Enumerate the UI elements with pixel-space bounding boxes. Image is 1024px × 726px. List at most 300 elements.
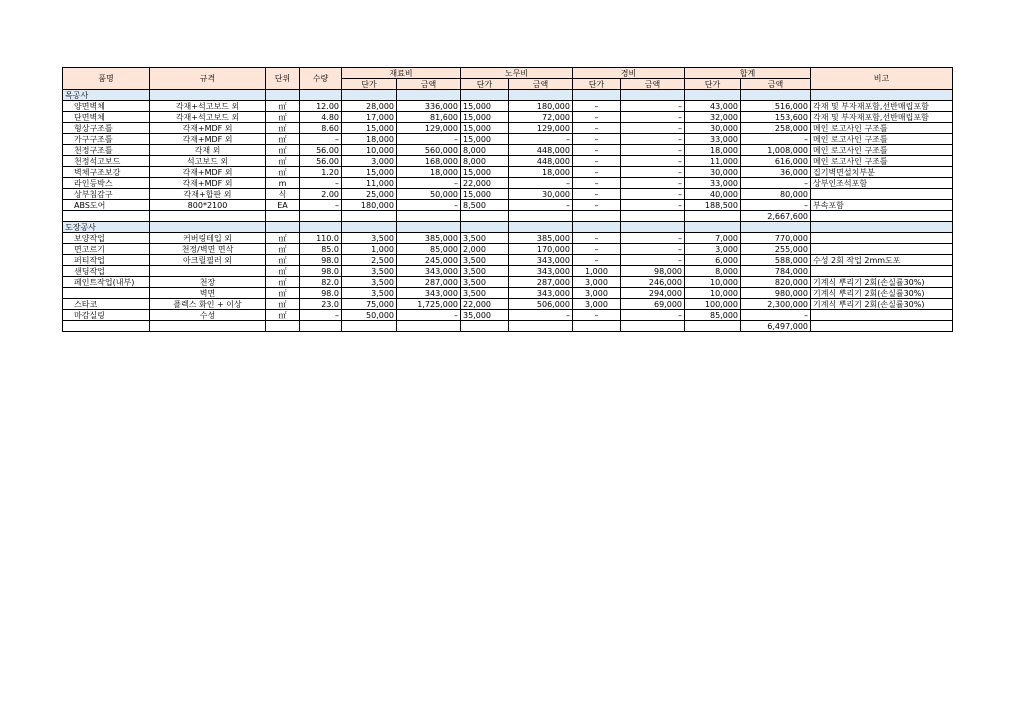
cell-expense-amount: 69,000 <box>621 299 685 310</box>
empty-cell <box>342 90 397 101</box>
cell-note: 각재 및 부자재포함,선반매립포함 <box>811 112 953 123</box>
header-material: 재료비 <box>342 68 461 79</box>
cell-material-unit-price: 2,500 <box>342 255 397 266</box>
cell-material-amount: 18,000 <box>397 167 461 178</box>
cell-material-amount: 245,000 <box>397 255 461 266</box>
cell-qty: 8.60 <box>300 123 342 134</box>
cell-expense-amount: – <box>621 145 685 156</box>
cell-labor-amount: – <box>509 134 573 145</box>
cell-item: 천정석고보드 <box>63 156 150 167</box>
cell-total-amount: 1,008,000 <box>741 145 811 156</box>
cell-total-amount: 980,000 <box>741 288 811 299</box>
cell-spec: 석고보드 외 <box>150 156 266 167</box>
empty-cell <box>461 211 509 222</box>
empty-cell <box>397 222 461 233</box>
cell-note: 메인 로고사인 구조틀 <box>811 145 953 156</box>
cell-spec: 각재+석고보드 외 <box>150 112 266 123</box>
estimate-table <box>62 67 953 332</box>
cell-expense-amount: – <box>621 178 685 189</box>
cell-material-amount: 50,000 <box>397 189 461 200</box>
cell-total-amount: 820,000 <box>741 277 811 288</box>
cell-expense-unit-price: – <box>573 233 621 244</box>
cell-unit: ㎡ <box>266 156 300 167</box>
empty-cell <box>63 321 150 332</box>
header-expense: 경비 <box>573 68 685 79</box>
empty-cell <box>621 321 685 332</box>
cell-labor-amount: 129,000 <box>509 123 573 134</box>
cell-unit: ㎡ <box>266 167 300 178</box>
cell-item: 샌딩작업 <box>63 266 150 277</box>
table-body <box>63 90 953 332</box>
cell-spec: 각재+합판 외 <box>150 189 266 200</box>
cell-unit: ㎡ <box>266 134 300 145</box>
subtotal-row <box>63 321 953 332</box>
cell-material-unit-price: 18,000 <box>342 134 397 145</box>
header-qty: 수량 <box>300 68 342 90</box>
header-labor: 노무비 <box>461 68 573 79</box>
empty-cell <box>397 211 461 222</box>
cell-material-amount: 81,600 <box>397 112 461 123</box>
cell-material-unit-price: 10,000 <box>342 145 397 156</box>
cell-material-unit-price: 3,500 <box>342 277 397 288</box>
cell-total-unit-price: 30,000 <box>685 123 741 134</box>
empty-cell <box>685 90 741 101</box>
cell-item: 퍼티작업 <box>63 255 150 266</box>
cell-expense-unit-price: 3,000 <box>573 288 621 299</box>
empty-cell <box>342 211 397 222</box>
cell-qty: 98.0 <box>300 266 342 277</box>
cell-labor-unit-price: 8,500 <box>461 200 509 211</box>
cell-total-amount: 2,300,000 <box>741 299 811 310</box>
cell-total-amount: 36,000 <box>741 167 811 178</box>
cell-spec: 천장 <box>150 277 266 288</box>
empty-cell <box>342 222 397 233</box>
empty-cell <box>811 321 953 332</box>
empty-cell <box>685 222 741 233</box>
cell-labor-unit-price: 3,500 <box>461 266 509 277</box>
cell-material-unit-price: 3,000 <box>342 156 397 167</box>
cell-material-unit-price: 3,500 <box>342 266 397 277</box>
header-total: 합계 <box>685 68 811 79</box>
table-row <box>63 134 953 145</box>
cell-material-amount: 343,000 <box>397 288 461 299</box>
empty-cell <box>811 222 953 233</box>
cell-unit: ㎡ <box>266 112 300 123</box>
section-title: 목공사 <box>63 90 150 101</box>
cell-expense-amount: – <box>621 310 685 321</box>
cell-labor-unit-price: 15,000 <box>461 101 509 112</box>
cell-total-unit-price: 85,000 <box>685 310 741 321</box>
empty-cell <box>811 90 953 101</box>
cell-spec: 각재+MDF 외 <box>150 167 266 178</box>
cell-expense-unit-price: – <box>573 244 621 255</box>
cell-unit: m <box>266 178 300 189</box>
cell-qty: 110.0 <box>300 233 342 244</box>
cell-note: 메인 로고사인 구조틀 <box>811 156 953 167</box>
empty-cell <box>621 222 685 233</box>
empty-cell <box>509 321 573 332</box>
cell-expense-amount: – <box>621 123 685 134</box>
cell-expense-unit-price: 3,000 <box>573 299 621 310</box>
cell-material-amount: 168,000 <box>397 156 461 167</box>
cell-note: 메인 로고사인 구조틀 <box>811 123 953 134</box>
cell-unit: ㎡ <box>266 288 300 299</box>
empty-cell <box>150 211 266 222</box>
cell-expense-amount: 294,000 <box>621 288 685 299</box>
cell-expense-unit-price: 1,000 <box>573 266 621 277</box>
cell-qty: 98.0 <box>300 255 342 266</box>
cell-qty: 85.0 <box>300 244 342 255</box>
cell-unit: 식 <box>266 189 300 200</box>
cell-unit: ㎡ <box>266 299 300 310</box>
cell-note: 부속포함 <box>811 200 953 211</box>
cell-labor-amount: 506,000 <box>509 299 573 310</box>
section-header-row <box>63 222 953 233</box>
cell-note: 메인 로고사인 구조틀 <box>811 134 953 145</box>
cell-total-amount: – <box>741 134 811 145</box>
cell-note: 수성 2회 작업 2mm도포 <box>811 255 953 266</box>
cell-qty: 23.0 <box>300 299 342 310</box>
header-total-amount: 금액 <box>741 79 811 90</box>
cell-qty: 98.0 <box>300 288 342 299</box>
cell-material-unit-price: 28,000 <box>342 101 397 112</box>
table-row <box>63 288 953 299</box>
empty-cell <box>573 321 621 332</box>
cell-material-amount: – <box>397 134 461 145</box>
cell-total-unit-price: 3,000 <box>685 244 741 255</box>
table-header <box>63 68 953 90</box>
cell-item: ABS도어 <box>63 200 150 211</box>
cell-total-amount: 153,600 <box>741 112 811 123</box>
cell-item: 양면벽체 <box>63 101 150 112</box>
empty-cell <box>63 211 150 222</box>
cell-labor-unit-price: 15,000 <box>461 189 509 200</box>
cell-labor-amount: 170,000 <box>509 244 573 255</box>
cell-note: 각재 및 부자재포함,선반매립포함 <box>811 101 953 112</box>
empty-cell <box>150 321 266 332</box>
cell-unit: ㎡ <box>266 255 300 266</box>
cell-item: 면고르기 <box>63 244 150 255</box>
empty-cell <box>461 321 509 332</box>
cell-expense-amount: 246,000 <box>621 277 685 288</box>
cell-note <box>811 244 953 255</box>
cell-total-unit-price: 7,000 <box>685 233 741 244</box>
cell-qty: – <box>300 310 342 321</box>
cell-labor-amount: 287,000 <box>509 277 573 288</box>
section-title: 도장공사 <box>63 222 150 233</box>
cell-labor-amount: – <box>509 178 573 189</box>
table-row <box>63 156 953 167</box>
empty-cell <box>509 90 573 101</box>
cell-spec: 각재+MDF 외 <box>150 123 266 134</box>
cell-material-amount: 560,000 <box>397 145 461 156</box>
cell-item: 보양작업 <box>63 233 150 244</box>
empty-cell <box>342 321 397 332</box>
cell-material-unit-price: 17,000 <box>342 112 397 123</box>
cell-labor-amount: 18,000 <box>509 167 573 178</box>
cell-expense-unit-price: – <box>573 101 621 112</box>
cell-labor-amount: – <box>509 200 573 211</box>
cell-total-unit-price: 10,000 <box>685 277 741 288</box>
cell-expense-unit-price: – <box>573 134 621 145</box>
cell-expense-amount: – <box>621 244 685 255</box>
empty-cell <box>397 321 461 332</box>
cell-item: 페인트작업(내부) <box>63 277 150 288</box>
empty-cell <box>573 211 621 222</box>
cell-labor-unit-price: 3,500 <box>461 277 509 288</box>
cell-expense-unit-price: – <box>573 156 621 167</box>
table-row <box>63 266 953 277</box>
empty-cell <box>685 321 741 332</box>
header-labor-unit-price: 단가 <box>461 79 509 90</box>
table-row <box>63 233 953 244</box>
cell-item: 형상구조틀 <box>63 123 150 134</box>
table-row <box>63 200 953 211</box>
cell-material-amount: 287,000 <box>397 277 461 288</box>
empty-cell <box>300 90 342 101</box>
cell-spec: 수성 <box>150 310 266 321</box>
cell-expense-unit-price: – <box>573 189 621 200</box>
cell-labor-unit-price: 22,000 <box>461 299 509 310</box>
cell-note: 집기벽면설치부분 <box>811 167 953 178</box>
cell-material-unit-price: 3,500 <box>342 288 397 299</box>
cell-spec: 각재+MDF 외 <box>150 178 266 189</box>
cell-total-unit-price: 18,000 <box>685 145 741 156</box>
cell-unit: ㎡ <box>266 310 300 321</box>
header-item: 품명 <box>63 68 150 90</box>
cell-labor-unit-price: 8,000 <box>461 156 509 167</box>
cell-labor-amount: – <box>509 310 573 321</box>
cell-unit: ㎡ <box>266 101 300 112</box>
cell-spec: 천정/벽면 면삭 <box>150 244 266 255</box>
empty-cell <box>150 222 266 233</box>
empty-cell <box>300 321 342 332</box>
table-row <box>63 299 953 310</box>
cell-labor-unit-price: 8,000 <box>461 145 509 156</box>
header-material-unit-price: 단가 <box>342 79 397 90</box>
cell-total-unit-price: 10,000 <box>685 288 741 299</box>
table-row <box>63 189 953 200</box>
cell-labor-unit-price: 3,500 <box>461 233 509 244</box>
cell-labor-unit-price: 15,000 <box>461 134 509 145</box>
cell-total-amount: 258,000 <box>741 123 811 134</box>
cell-item <box>63 288 150 299</box>
empty-cell <box>741 222 811 233</box>
cell-item: 스타코 <box>63 299 150 310</box>
cell-expense-amount: – <box>621 255 685 266</box>
cell-labor-unit-price: 3,500 <box>461 255 509 266</box>
cell-expense-amount: – <box>621 200 685 211</box>
cell-item: 벽체구조보강 <box>63 167 150 178</box>
cell-expense-unit-price: – <box>573 123 621 134</box>
cell-qty: – <box>300 200 342 211</box>
cell-unit: ㎡ <box>266 277 300 288</box>
empty-cell <box>266 90 300 101</box>
table-row <box>63 101 953 112</box>
cell-total-amount: 588,000 <box>741 255 811 266</box>
cell-total-unit-price: 33,000 <box>685 134 741 145</box>
empty-cell <box>685 211 741 222</box>
cell-total-unit-price: 11,000 <box>685 156 741 167</box>
cell-material-amount: 85,000 <box>397 244 461 255</box>
cell-total-unit-price: 32,000 <box>685 112 741 123</box>
empty-cell <box>573 222 621 233</box>
cell-material-unit-price: 180,000 <box>342 200 397 211</box>
cell-qty: 82.0 <box>300 277 342 288</box>
cell-material-amount: 343,000 <box>397 266 461 277</box>
empty-cell <box>621 90 685 101</box>
header-expense-unit-price: 단가 <box>573 79 621 90</box>
cell-material-unit-price: 3,500 <box>342 233 397 244</box>
header-material-amount: 금액 <box>397 79 461 90</box>
table-row <box>63 112 953 123</box>
cell-note <box>811 266 953 277</box>
cell-material-unit-price: 1,000 <box>342 244 397 255</box>
cell-unit: ㎡ <box>266 233 300 244</box>
empty-cell <box>461 222 509 233</box>
cell-total-unit-price: 33,000 <box>685 178 741 189</box>
cell-expense-amount: 98,000 <box>621 266 685 277</box>
section-header-row <box>63 90 953 101</box>
cell-labor-amount: 448,000 <box>509 145 573 156</box>
table-row <box>63 244 953 255</box>
empty-cell <box>266 321 300 332</box>
header-spec: 규격 <box>150 68 266 90</box>
cell-material-amount: 129,000 <box>397 123 461 134</box>
header-expense-amount: 금액 <box>621 79 685 90</box>
table-row <box>63 310 953 321</box>
cell-expense-unit-price: – <box>573 167 621 178</box>
cell-labor-amount: 72,000 <box>509 112 573 123</box>
empty-cell <box>397 90 461 101</box>
cell-total-amount: 255,000 <box>741 244 811 255</box>
cell-expense-amount: – <box>621 134 685 145</box>
cell-labor-amount: 343,000 <box>509 266 573 277</box>
header-labor-amount: 금액 <box>509 79 573 90</box>
cell-unit: ㎡ <box>266 266 300 277</box>
cell-expense-unit-price: 3,000 <box>573 277 621 288</box>
cell-material-amount: 1,725,000 <box>397 299 461 310</box>
cell-total-unit-price: 100,000 <box>685 299 741 310</box>
cell-expense-unit-price: – <box>573 178 621 189</box>
table-row <box>63 123 953 134</box>
table-row <box>63 277 953 288</box>
empty-cell <box>573 90 621 101</box>
cell-material-amount: – <box>397 310 461 321</box>
cell-note: 기계식 뿌리기 2회(손실률30%) <box>811 299 953 310</box>
cell-labor-unit-price: 22,000 <box>461 178 509 189</box>
cell-labor-unit-price: 2,000 <box>461 244 509 255</box>
cell-material-unit-price: 25,000 <box>342 189 397 200</box>
cell-spec: 각재 외 <box>150 145 266 156</box>
cell-spec: 벽면 <box>150 288 266 299</box>
cell-total-unit-price: 30,000 <box>685 167 741 178</box>
empty-cell <box>266 222 300 233</box>
cell-expense-unit-price: – <box>573 200 621 211</box>
empty-cell <box>300 222 342 233</box>
cell-material-unit-price: 75,000 <box>342 299 397 310</box>
cell-expense-amount: – <box>621 156 685 167</box>
header-note: 비고 <box>811 68 953 90</box>
subtotal-amount: 2,667,600 <box>741 211 811 222</box>
cell-unit: ㎡ <box>266 244 300 255</box>
empty-cell <box>150 90 266 101</box>
cell-labor-unit-price: 35,000 <box>461 310 509 321</box>
cell-total-unit-price: 6,000 <box>685 255 741 266</box>
empty-cell <box>266 211 300 222</box>
empty-cell <box>741 90 811 101</box>
cell-item: 천정구조틀 <box>63 145 150 156</box>
empty-cell <box>621 211 685 222</box>
cell-expense-amount: – <box>621 167 685 178</box>
cell-total-amount: 616,000 <box>741 156 811 167</box>
table-row <box>63 167 953 178</box>
cell-expense-unit-price: – <box>573 255 621 266</box>
table-row <box>63 178 953 189</box>
cell-spec: 800*2100 <box>150 200 266 211</box>
cell-expense-amount: – <box>621 233 685 244</box>
cell-item: 가구구조틀 <box>63 134 150 145</box>
cell-note: 기계식 뿌리기 2회(손실률30%) <box>811 288 953 299</box>
cell-spec: 커버링테입 외 <box>150 233 266 244</box>
cell-unit: ㎡ <box>266 123 300 134</box>
cell-total-amount: 516,000 <box>741 101 811 112</box>
cell-labor-amount: 343,000 <box>509 255 573 266</box>
cell-spec: 아크릴필러 외 <box>150 255 266 266</box>
cell-note <box>811 189 953 200</box>
empty-cell <box>509 211 573 222</box>
cell-qty: 1.20 <box>300 167 342 178</box>
cell-total-amount: 770,000 <box>741 233 811 244</box>
subtotal-row <box>63 211 953 222</box>
cell-qty: 56.00 <box>300 145 342 156</box>
cell-expense-amount: – <box>621 189 685 200</box>
cell-qty: – <box>300 178 342 189</box>
cell-total-unit-price: 40,000 <box>685 189 741 200</box>
cell-item: 상부침감구 <box>63 189 150 200</box>
cell-item: 단면벽체 <box>63 112 150 123</box>
cell-spec <box>150 266 266 277</box>
cell-total-unit-price: 188,500 <box>685 200 741 211</box>
cell-total-amount: – <box>741 310 811 321</box>
cell-expense-amount: – <box>621 112 685 123</box>
table-row <box>63 145 953 156</box>
cell-total-amount: 80,000 <box>741 189 811 200</box>
cell-expense-unit-price: – <box>573 145 621 156</box>
cell-qty: 56.00 <box>300 156 342 167</box>
cell-total-unit-price: 8,000 <box>685 266 741 277</box>
cell-labor-amount: 385,000 <box>509 233 573 244</box>
cell-expense-unit-price: – <box>573 112 621 123</box>
cell-labor-unit-price: 3,500 <box>461 288 509 299</box>
cell-material-unit-price: 15,000 <box>342 167 397 178</box>
cell-qty: – <box>300 134 342 145</box>
cell-material-unit-price: 11,000 <box>342 178 397 189</box>
empty-cell <box>300 211 342 222</box>
cell-expense-unit-price: – <box>573 310 621 321</box>
cell-material-unit-price: 15,000 <box>342 123 397 134</box>
cell-qty: 4.80 <box>300 112 342 123</box>
cell-labor-amount: 30,000 <box>509 189 573 200</box>
cell-note: 상부인조석포함 <box>811 178 953 189</box>
empty-cell <box>461 90 509 101</box>
cell-item: 라인등박스 <box>63 178 150 189</box>
cell-spec: 각재+MDF 외 <box>150 134 266 145</box>
cell-labor-amount: 180,000 <box>509 101 573 112</box>
empty-cell <box>509 222 573 233</box>
cell-labor-amount: 448,000 <box>509 156 573 167</box>
cell-spec: 플렉스 화인 + 이상 <box>150 299 266 310</box>
